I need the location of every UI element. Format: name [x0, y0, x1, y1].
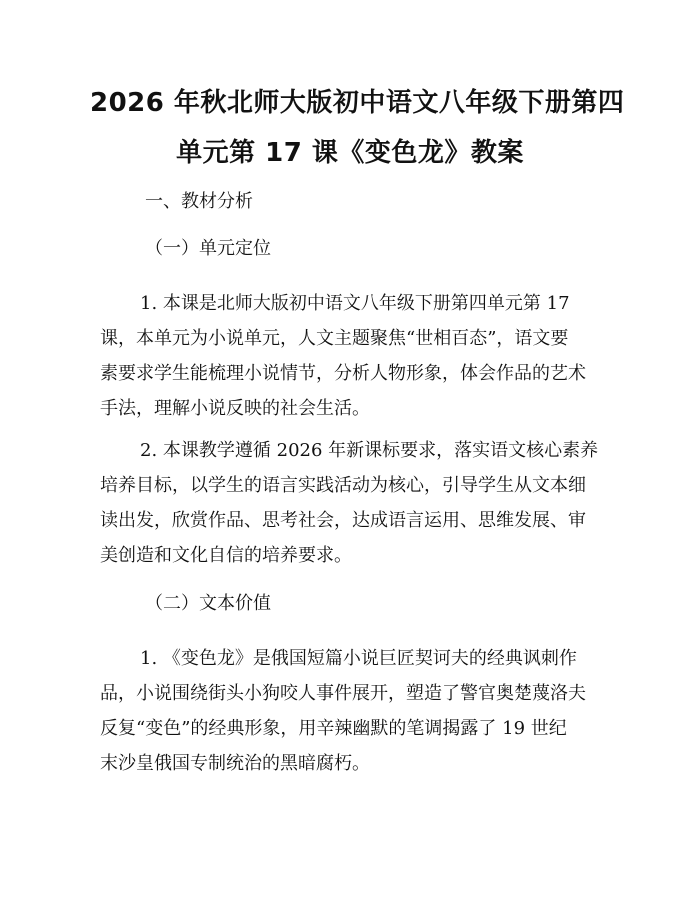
paragraph-line: 手法，理解小说反映的社会生活。 [100, 398, 370, 419]
paragraph-line: 1. 《变色龙》是俄国短篇小说巨匠契诃夫的经典讽刺作 [140, 648, 577, 669]
paragraph-line: 素要求学生能梳理小说情节，分析人物形象，体会作品的艺术 [100, 363, 586, 384]
subsection-heading-unit-positioning: （一）单元定位 [145, 238, 271, 259]
section-heading-textbook-analysis: 一、教材分析 [145, 191, 253, 212]
document-title-line-2: 单元第 17 课《变色龙》教案 [176, 138, 524, 168]
paragraph-line: 读出发，欣赏作品、思考社会，达成语言运用、思维发展、审 [100, 510, 586, 531]
paragraph-unit-positioning-2 [100, 433, 605, 573]
document-title-line-1: 2026 年秋北师大版初中语文八年级下册第四 [90, 88, 625, 118]
paragraph-text-value-1 [100, 641, 605, 781]
paragraph-line: 反复“变色”的经典形象，用辛辣幽默的笔调揭露了 19 世纪 [100, 718, 567, 739]
paragraph-line: 品，小说围绕街头小狗咬人事件展开，塑造了警官奥楚蔑洛夫 [100, 683, 586, 704]
paragraph-line: 2. 本课教学遵循 2026 年新课标要求，落实语文核心素养 [140, 440, 599, 461]
paragraph-line: 课，本单元为小说单元，人文主题聚焦“世相百态”，语文要 [100, 328, 569, 349]
subsection-heading-text-value: （二）文本价值 [145, 593, 271, 614]
paragraph-line: 培养目标，以学生的语言实践活动为核心，引导学生从文本细 [100, 475, 586, 496]
paragraph-line: 1. 本课是北师大版初中语文八年级下册第四单元第 17 [140, 293, 570, 314]
paragraph-unit-positioning-1 [100, 286, 605, 426]
paragraph-line: 末沙皇俄国专制统治的黑暗腐朽。 [100, 753, 370, 774]
paragraph-line: 美创造和文化自信的培养要求。 [100, 545, 352, 566]
